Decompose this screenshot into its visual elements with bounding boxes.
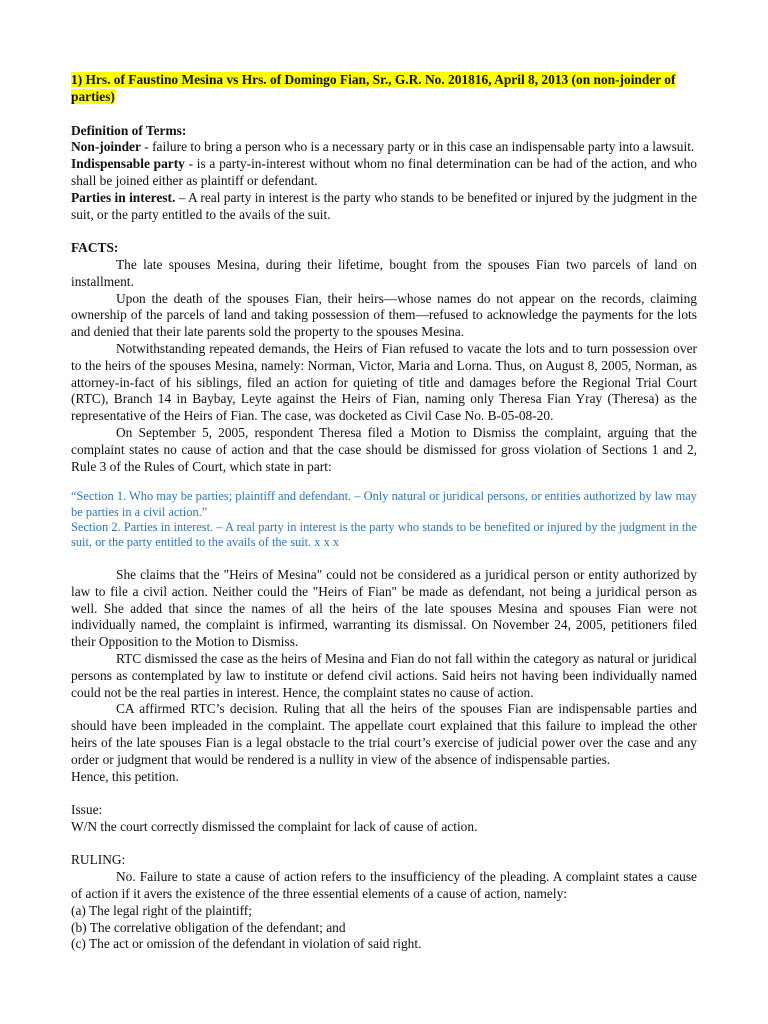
ruling-element: (c) The act or omission of the defendant in violation of said right. <box>71 936 422 952</box>
ruling-element: (a) The legal right of the plaintiff; <box>71 902 252 918</box>
ruling-paragraph: No. Failure to state a cause of action refers to the insufficiency of the pleading. A complaint states a cause of action if it avers the existence of the three essential elements of a cause of action, namely: <box>71 869 697 902</box>
ruling-heading: RULING: <box>71 852 126 868</box>
issue-heading: Issue: <box>71 802 103 818</box>
definition-parties-in-interest <box>71 190 697 224</box>
quoted-section-2: Section 2. Parties in interest. – A real party in interest is the party who stands to be benefited or injured by the judgment in the suit, or the party entitled to the avails of the suit. x x x <box>71 519 697 549</box>
facts-paragraph: Notwithstanding repeated demands, the Heirs of Fian refused to vacate the lots and to turn possession over to the heirs of the spouses Mesina, namely: Norman, Victor, Maria and Lorna. Thus, on August 8, 2005, Norman, as attorney-in-fact of his siblings, filed an action for quieting of title and damages before the Regional Trial Court (RTC), Branch 14 in Baybay, Leyte against the Heirs of Fian, naming only Theresa Fian Yray (Theresa) as the representative of the Heirs of Fian. The case, was docketed as Civil Case No. B-05-08-20. <box>71 340 697 424</box>
quoted-section-1: “Section 1. Who may be parties; plaintiff and defendant. – Only natural or juridical persons, or entities authorized by law may be parties in a civil action.” <box>71 489 697 519</box>
definition-term: Parties in interest. <box>71 189 176 205</box>
definition-term: Indispensable party <box>71 156 185 172</box>
definition-indispensable-party <box>71 156 697 190</box>
issue-text: W/N the court correctly dismissed the complaint for lack of cause of action. <box>71 818 478 834</box>
facts-paragraph: On September 5, 2005, respondent Theresa filed a Motion to Dismiss the complaint, arguing that the complaint states no cause of action and that the case should be dismissed for gross violation of Sections 1 and 2, Rule 3 of the Rules of Court, which state in part: <box>71 424 697 474</box>
definition-non-joinder <box>71 139 697 156</box>
facts-closing: Hence, this petition. <box>71 768 179 784</box>
document-page <box>71 72 697 953</box>
definitions-heading: Definition of Terms: <box>71 122 187 138</box>
definition-term: Non-joinder <box>71 139 141 155</box>
definition-text: - is a party-in-interest without whom no final determination can be had of the action, and who shall be joined either as plaintiff or defendant. <box>71 156 697 188</box>
case-title: 1) Hrs. of Faustino Mesina vs Hrs. of Domingo Fian, Sr., G.R. No. 201816, April 8, 2013 (on non-joinder of parties) <box>71 72 676 104</box>
facts-paragraph: CA affirmed RTC’s decision. Ruling that all the heirs of the spouses Fian are indispensable parties and should have been impleaded in the complaint. The appellate court explained that this failure to implead the other heirs of the late spouses Fian is a legal obstacle to the trial court’s exercise of judicial power over the case and any order or judgment that would be rendered is a nullity in view of the absence of indispensable parties. <box>71 701 697 767</box>
facts-paragraph: Upon the death of the spouses Fian, their heirs—whose names do not appear on the records, claiming ownership of the parcels of land and taking possession of them—refused to acknowledge the payments for the lots and denied that their late parents sold the property to the spouses Mesina. <box>71 290 697 340</box>
ruling-element: (b) The correlative obligation of the defendant; and <box>71 919 346 935</box>
definition-text: – A real party in interest is the party who stands to be benefited or injured by the judgment in the suit, or the party entitled to the avails of the suit. <box>71 189 698 222</box>
facts-heading: FACTS: <box>71 240 119 256</box>
facts-paragraph: RTC dismissed the case as the heirs of Mesina and Fian do not fall within the category as natural or juridical persons as contemplated by law to institute or defend civil actions. Said heirs not having been individually named could not be the real parties in interest. Hence, the complaint states no cause of action. <box>71 650 697 700</box>
facts-paragraph: The late spouses Mesina, during their lifetime, bought from the spouses Fian two parcels of land on installment. <box>71 256 697 289</box>
case-title-block <box>71 72 697 106</box>
facts-paragraph: She claims that the "Heirs of Mesina" could not be considered as a juridical person or entity authorized by law to file a civil action. Neither could the "Heirs of Fian" be made as defendant, not being a juridical person as well. She added that since the names of all the heirs of the late spouses Mesina and spouses Fian were not individually named, the complaint is infirmed, warranting its dismissal. On November 24, 2005, petitioners filed their Opposition to the Motion to Dismiss. <box>71 566 697 650</box>
definition-text: - failure to bring a person who is a necessary party or in this case an indispensable party into a lawsuit. <box>140 139 695 155</box>
